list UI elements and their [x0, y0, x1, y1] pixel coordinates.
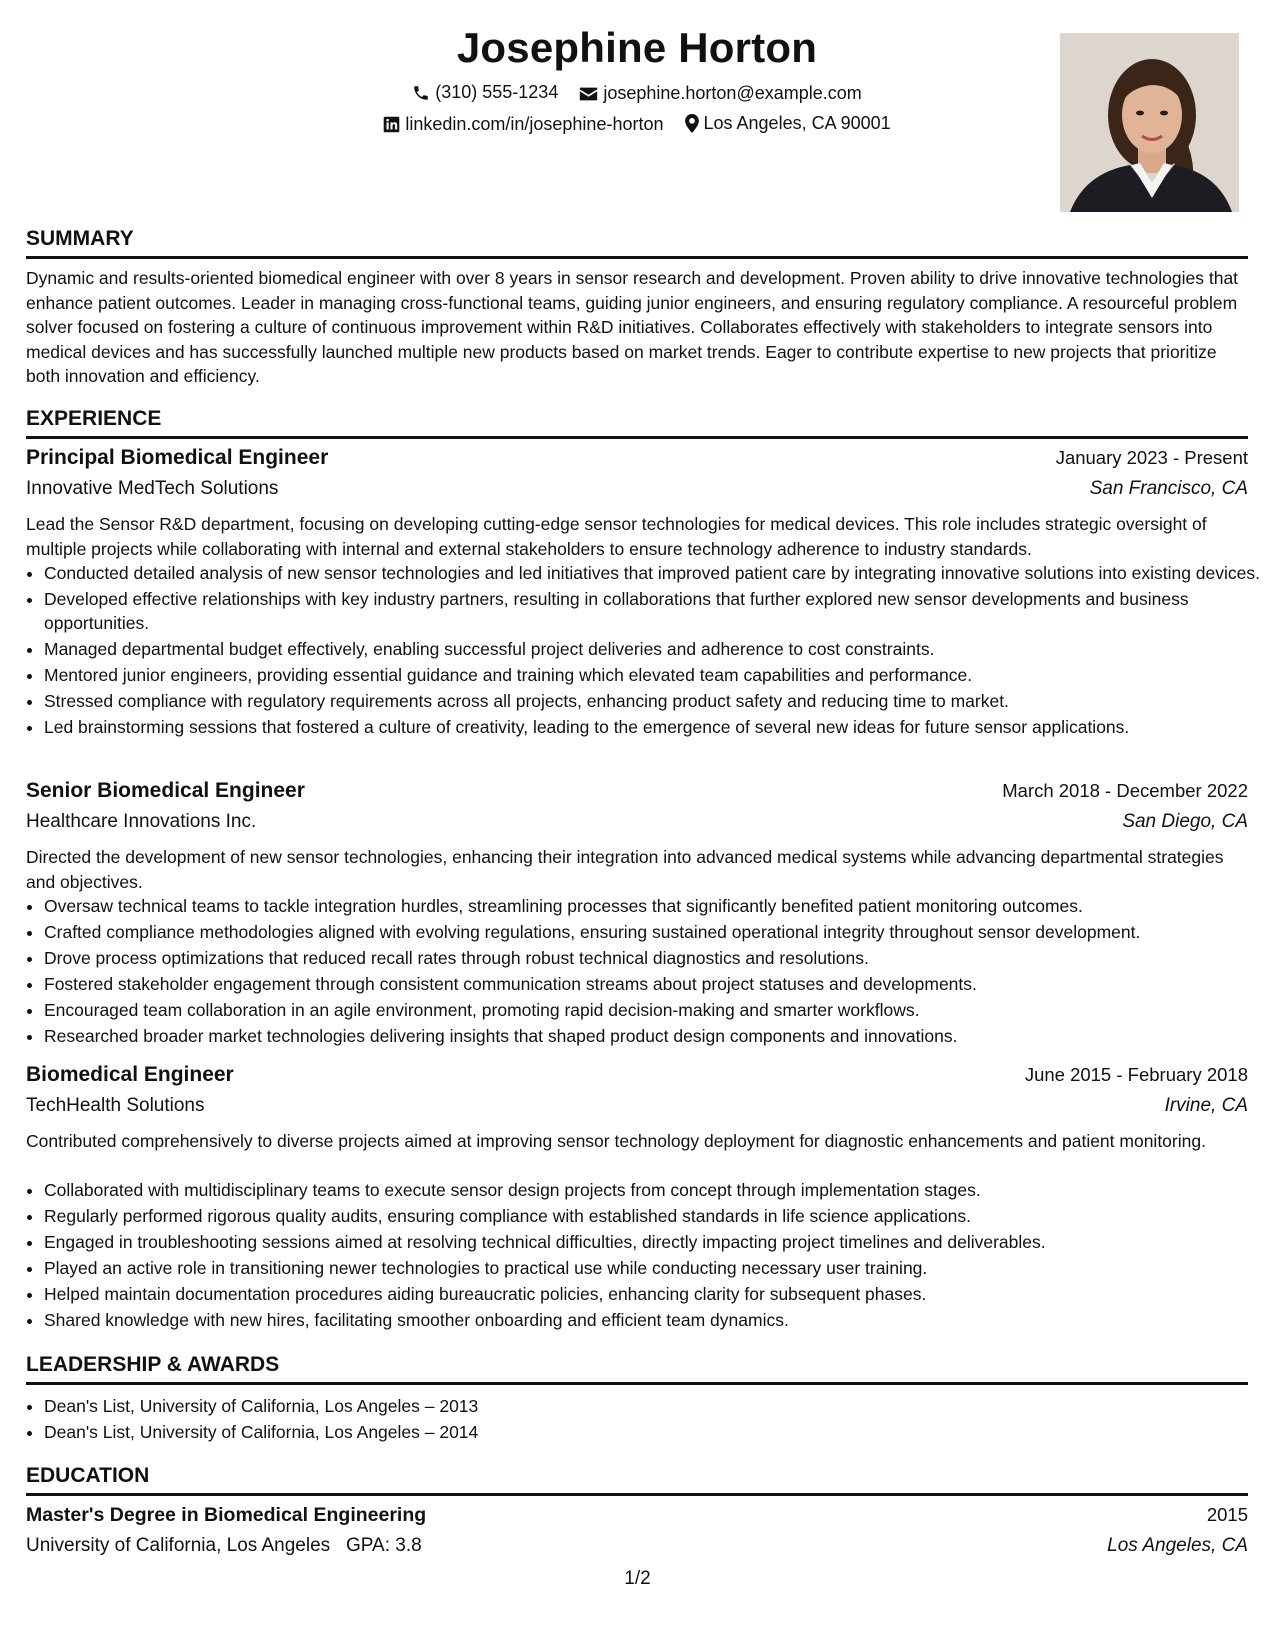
list-item: • Stressed compliance with regulatory requirements across all projects, enhancing product safety and reducing time to market.	[44, 689, 1266, 713]
linkedin-icon	[383, 116, 400, 133]
list-item: • Encouraged team collaboration in an agile environment, promoting rapid decision-making and smarter workflows.	[44, 998, 1266, 1022]
job-title: Senior Biomedical Engineer	[26, 779, 305, 802]
job-title: Principal Biomedical Engineer	[26, 446, 329, 469]
section-title-awards: LEADERSHIP & AWARDS	[26, 1350, 1248, 1385]
list-item: • Collaborated with multidisciplinary teams to execute sensor design projects from concept through implementation stages.	[44, 1178, 1266, 1202]
job-3-bullets	[26, 1178, 1266, 1334]
contact-phone	[412, 82, 558, 103]
graduation-year: 2015	[1206, 1504, 1248, 1525]
resume-header	[26, 20, 1248, 220]
linkedin-text[interactable]: linkedin.com/in/josephine-horton	[405, 114, 664, 134]
contact-email[interactable]	[579, 83, 861, 104]
job-dates: June 2015 - February 2018	[1024, 1064, 1248, 1085]
candidate-name: Josephine Horton	[456, 24, 818, 71]
job-company: TechHealth Solutions	[26, 1095, 205, 1116]
list-item: • Dean's List, University of California, Los Angeles – 2013	[44, 1394, 1266, 1418]
list-item: • Conducted detailed analysis of new sensor technologies and led initiatives that improved patient care by integrating innovative solutions into existing devices.	[44, 561, 1266, 585]
list-item: • Drove process optimizations that reduced recall rates through robust technical diagnostics and resolutions.	[44, 946, 1266, 970]
education-subheader	[26, 1535, 1248, 1563]
contact-linkedin[interactable]	[383, 114, 663, 135]
job-dates: January 2023 - Present	[1055, 447, 1248, 468]
envelope-icon	[579, 86, 598, 102]
school-name: University of California, Los Angeles	[26, 1535, 331, 1556]
list-item: • Managed departmental budget effectively, enabling successful project deliveries and adherence to cost constraints.	[44, 637, 1266, 661]
list-item: • Crafted compliance methodologies aligned with evolving regulations, ensuring sustained operational integrity throughout sensor development.	[44, 920, 1266, 944]
list-item: • Dean's List, University of California, Los Angeles – 2014	[44, 1420, 1266, 1444]
phone-icon	[412, 84, 430, 102]
list-item: • Oversaw technical teams to tackle integration hurdles, streamlining processes that significantly benefited patient monitoring outcomes.	[44, 894, 1266, 918]
contact-location	[685, 113, 891, 134]
job-dates: March 2018 - December 2022	[1002, 780, 1248, 801]
section-title-education: EDUCATION	[26, 1461, 1248, 1496]
education-header	[26, 1504, 1248, 1532]
job-2-bullets	[26, 894, 1266, 1050]
summary-text: Dynamic and results-oriented biomedical engineer with over 8 years in sensor research and development. Proven ability to drive innovative technologies that enhance patient outcomes. Leader in managing cross-functional teams, guiding junior engineers, and ensuring regulatory compliance. A resourceful problem solver focused on fostering a culture of continuous improvement within R&D initiatives. Collaborates effectively with stakeholders to integrate sensors into medical devices and has successfully launched multiple new products based on market trends. Eager to contribute expertise to new projects that prioritize both innovation and efficiency.	[26, 268, 1239, 386]
section-title-experience: EXPERIENCE	[26, 404, 1248, 439]
job-3-description: Contributed comprehensively to diverse projects aimed at improving sensor technology deployment for diagnostic enhancements and patient monitoring.	[26, 1131, 1206, 1151]
email-text[interactable]: josephine.horton@example.com	[603, 83, 862, 103]
list-item: • Regularly performed rigorous quality audits, ensuring compliance with established standards in life science applications.	[44, 1204, 1266, 1228]
gpa: GPA: 3.8	[346, 1535, 422, 1556]
list-item: • Researched broader market technologies delivering insights that shaped product design components and innovations.	[44, 1024, 1266, 1048]
job-2-header	[26, 779, 1248, 807]
school-line	[26, 1535, 422, 1557]
job-1-subheader	[26, 478, 1248, 506]
job-3-header	[26, 1063, 1248, 1091]
list-item: • Helped maintain documentation procedures aiding bureaucratic policies, enhancing clarity for subsequent phases.	[44, 1282, 1266, 1306]
job-location: San Francisco, CA	[1089, 478, 1248, 499]
job-location: San Diego, CA	[1122, 811, 1248, 832]
job-1-description: Lead the Sensor R&D department, focusing on developing cutting-edge sensor technologies for medical devices. This role includes strategic oversight of multiple projects while collaborating with internal and external stakeholders to ensure technology adherence to industry standards.	[26, 514, 1207, 559]
profile-photo	[1060, 33, 1239, 212]
list-item: • Fostered stakeholder engagement through consistent communication streams about project statuses and developments.	[44, 972, 1266, 996]
list-item: • Shared knowledge with new hires, facilitating smoother onboarding and efficient team dynamics.	[44, 1308, 1266, 1332]
list-item: • Engaged in troubleshooting sessions aimed at resolving technical difficulties, directly impacting project timelines and deliverables.	[44, 1230, 1266, 1254]
awards-list	[26, 1394, 1266, 1446]
job-company: Innovative MedTech Solutions	[26, 478, 279, 499]
school-location: Los Angeles, CA	[1107, 1535, 1248, 1556]
job-3-subheader	[26, 1095, 1248, 1123]
map-pin-icon	[685, 114, 699, 133]
phone-text: (310) 555-1234	[435, 82, 559, 102]
job-location: Irvine, CA	[1164, 1095, 1248, 1116]
list-item: • Developed effective relationships with key industry partners, resulting in collaborations that further explored new sensor developments and business opportunities.	[44, 587, 1266, 635]
degree-name: Master's Degree in Biomedical Engineering	[26, 1504, 427, 1526]
list-item: • Led brainstorming sessions that fostered a culture of creativity, leading to the emergence of several new ideas for future sensor applications.	[44, 715, 1266, 739]
job-2-subheader	[26, 811, 1248, 839]
page-number: 1/2	[624, 1568, 651, 1589]
job-company: Healthcare Innovations Inc.	[26, 811, 257, 832]
location-text: Los Angeles, CA 90001	[703, 113, 891, 133]
list-item: • Played an active role in transitioning newer technologies to practical use while conducting necessary user training.	[44, 1256, 1266, 1280]
section-title-summary: SUMMARY	[26, 224, 1248, 259]
list-item: • Mentored junior engineers, providing essential guidance and training which elevated team capabilities and performance.	[44, 663, 1266, 687]
job-1-bullets	[26, 561, 1266, 741]
job-title: Biomedical Engineer	[26, 1063, 234, 1086]
job-1-header	[26, 446, 1248, 474]
job-2-description: Directed the development of new sensor technologies, enhancing their integration into advanced medical systems while advancing departmental strategies and objectives.	[26, 847, 1224, 892]
